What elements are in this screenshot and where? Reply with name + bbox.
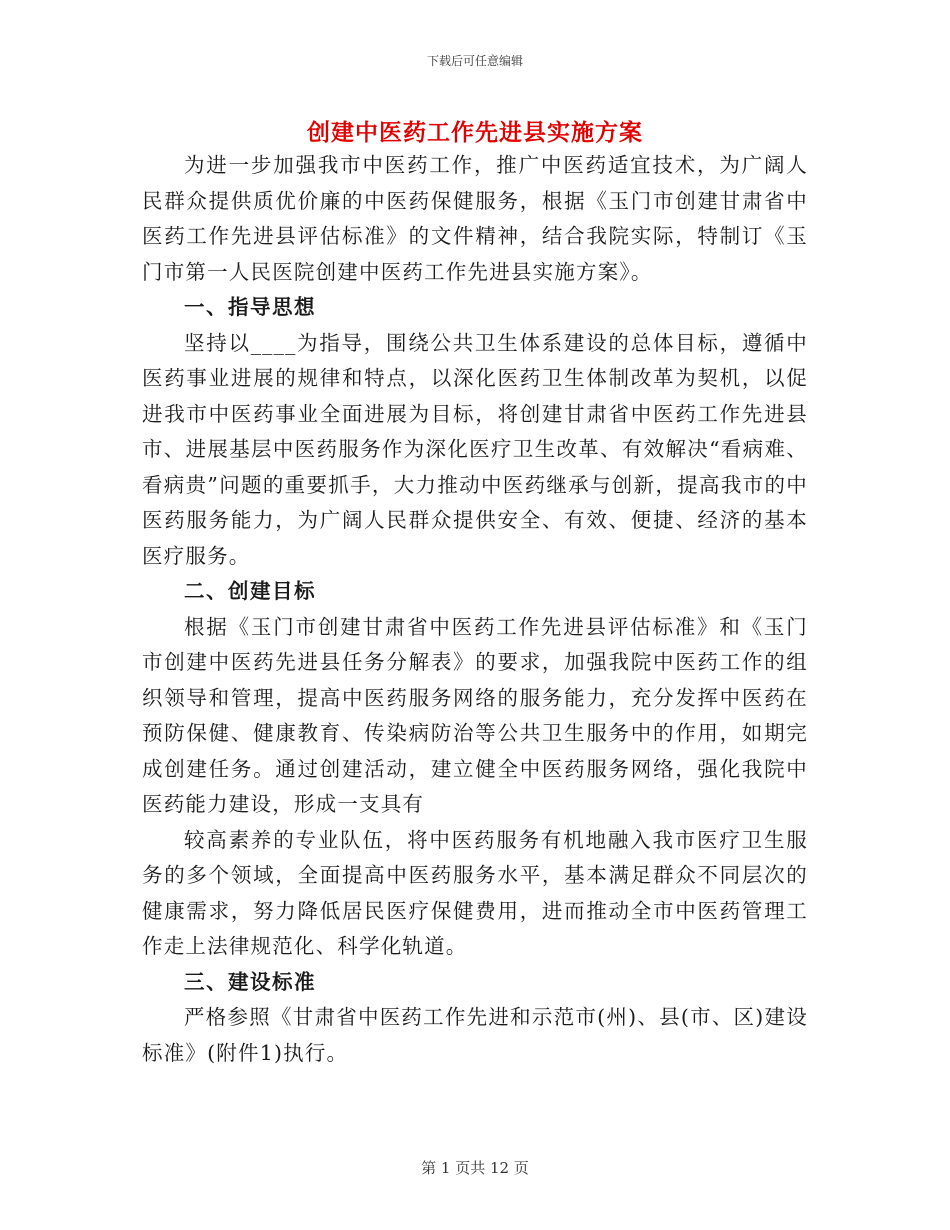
- document-body: [142, 148, 808, 1071]
- document-title: 创建中医药工作先进县实施方案: [307, 119, 643, 146]
- creation-goals-paragraph-1: 根据《玉门市创建甘肃省中医药工作先进县评估标准》和《玉门市创建中医药先进县任务分解表》的要求，加强我院中医药工作的组织领导和管理，提高中医药服务网络的服务能力，充分发挥中医药在预防保健、健康教育、传染病防治等公共卫生服务中的作用，如期完成创建任务。通过创建活动，建立健全中医药服务网络，强化我院中医药能力建设，形成一支具有: [142, 614, 808, 816]
- section-heading-guiding-ideology: 一、指导思想: [184, 295, 316, 319]
- page-number-footer: 第 1 页共 12 页: [421, 1159, 529, 1177]
- section-heading-construction-standards: 三、建设标准: [184, 969, 316, 994]
- creation-goals-paragraph-2: 较高素养的专业队伍，将中医药服务有机地融入我市医疗卫生服务的多个领域，全面提高中医药服务水平，基本满足群众不同层次的健康需求，努力降低居民医疗保健费用，进而推动全市中医药管理工作走上法律规范化、科学化轨道。: [142, 827, 808, 958]
- construction-standards-paragraph: 严格参照《甘肃省中医药工作先进和示范市(州)、县(市、区)建设标准》(附件1)执行。: [142, 1005, 808, 1065]
- guiding-ideology-paragraph: 坚持以____为指导，围绕公共卫生体系建设的总体目标，遵循中医药事业进展的规律和特点，以深化医药卫生体制改革为契机，以促进我市中医药事业全面进展为目标，将创建甘肃省中医药工作先进县市、进展基层中医药服务作为深化医疗卫生改革、有效解决“看病难、看病贵”问题的重要抓手，大力推动中医药继承与创新，提高我市的中医药服务能力，为广阔人民群众提供安全、有效、便捷、经济的基本医疗服务。: [142, 330, 808, 568]
- header-note: 下载后可任意编辑: [426, 54, 523, 68]
- section-heading-creation-goals: 二、创建目标: [184, 579, 316, 603]
- intro-paragraph: 为进一步加强我市中医药工作，推广中医药适宜技术，为广阔人民群众提供质优价廉的中医药保健服务，根据《玉门市创建甘肃省中医药工作先进县评估标准》的文件精神，结合我院实际，特制订《玉门市第一人民医院创建中医药工作先进县实施方案》。: [142, 153, 808, 284]
